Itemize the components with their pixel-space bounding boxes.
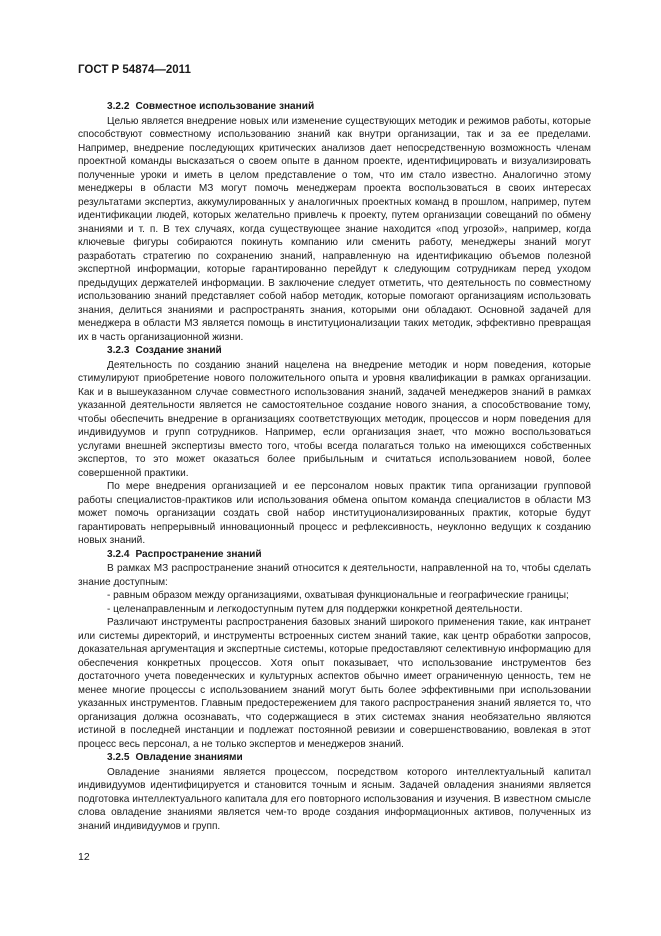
section-number: 3.2.5 <box>107 752 130 763</box>
paragraph: Деятельность по созданию знаний нацелена на внедрение методик и норм поведения, которые стимулируют приобретение нового положительного опыта и уровня квалификации в рамках организации. Как и в вышеуказанном случае совместного использования знаний, задачей менеджеров знаний в рамках указанной деятельности является не самостоятельное создание нового знания, а способствование тому, чтобы обеспечить внедрение в организациях соответствующих методик, процессов и норм поведения для индивидуумов и групп сотрудников. Например, если организация знает, что можно воспользоваться услугами внешней экспертизы вместо того, чтобы всегда полагаться только на имеющихся собственных экспертов, то это может оказаться более прибыльным и считаться использованием новой, более совершенной практики. <box>78 359 591 479</box>
list-item: - целенаправленным и легкодоступным путем для поддержки конкретной деятельности. <box>107 603 523 615</box>
document-body <box>78 100 591 833</box>
section-number: 3.2.3 <box>107 345 130 356</box>
paragraph: По мере внедрения организацией и ее персоналом новых практик типа организации групповой работы специалистов-практиков или использования обмена опытом команда специалистов в области МЗ может помочь организации создать свой набор институционализированных практик, которые будут гарантировать непрерывный инновационный процесс и рефлексивность, неуклонно ведущих к созданию новых знаний. <box>78 481 591 546</box>
paragraph: Овладение знаниями является процессом, посредством которого интеллектуальный капитал индивидуумов идентифицируется и становится точным и ясным. Задачей овладения знаниями является подготовка интеллектуального капитала для его повторного использования и изучения. В известном смысле слова овладение знаниями является чем-то вроде создания информационных активов, полученных из знаний индивидуумов и групп. <box>78 766 591 832</box>
section-title: Овладение знаниями <box>135 752 243 763</box>
paragraph: Целью является внедрение новых или изменение существующих методик и режимов работы, которые способствуют совместному использованию знаний как внутри организации, так и за ее пределами. Например, внедрение последующих критических анализов дает непосредственную возможность членам проектной команды высказаться о своем опыте в данном проекте, идентифицировать и визуализировать полученные уроки и иметь в целом представление о том, что им стало известно. Аналогично этому менеджеры в области МЗ могут помочь менеджерам проекта воспользоваться в своих интересах результатами экспертиз, аккумулированных у аналогичных проектных команд в прошлом, например, путем идентификации людей, которых желательно привлечь к проекту, путем организации совещаний по обмену знаниями и т. п. В тех случаях, когда существующее знание находится «под угрозой», например, когда ключевые фигуры собираются покинуть компанию или сменить работу, менеджеры знаний могут разработать стратегию по сохранению знаний, направленную на идентификацию объемов полезной экспертной информации, которые гарантированно перейдут к следующим сотрудникам перед уходом предыдущих держателей информации. В заключение следует отметить, что деятельность по совместному использованию знаний представляет собой набор методик, которые помогают организациям использовать знания, делиться знаниями и распространять знания, которыми они обладают. Основной задачей для менеджера в области МЗ является помощь в институционализации таких методик, эффективно превращая их в часть организационной жизни. <box>78 115 591 343</box>
section-title: Распространение знаний <box>135 548 262 560</box>
section-number: 3.2.2 <box>107 101 130 112</box>
paragraph: Различают инструменты распространения базовых знаний широкого применения такие, как интранет или системы директорий, и инструменты встроенных систем знаний такие, как центр обработки запросов, доказательная аргументация и экспертные системы, которые предоставляют селективную информацию для обеспечения конкретных процессов. Хотя опыт показывает, что использование инструментов без достаточного учета поведенческих и культурных аспектов обычно имеет ограниченную ценность, тем не менее многие процессы с использованием знаний могут быть более эффективными при использовании указанных инструментов. Главным предостережением для такого распространения знаний является то, что организация должна осознавать, что содержащиеся в этих системах знания необязательно являются истиной в последней инстанции и подлежат постоянной ревизии и совершенствованию, вовлекая в этот процесс весь персонал, а не только экспертов и менеджеров знаний. <box>78 617 591 750</box>
paragraph: В рамках МЗ распространение знаний относится к деятельности, направленной на то, чтобы сделать знание доступным: <box>78 563 591 588</box>
section-title: Создание знаний <box>135 345 222 356</box>
section-heading <box>78 344 591 358</box>
section-number: 3.2.4 <box>107 548 130 560</box>
document-header: ГОСТ Р 54874—2011 <box>78 64 191 76</box>
section-heading <box>78 100 591 114</box>
list-item: - равным образом между организациями, охватывая функциональные и географические границы; <box>107 590 569 601</box>
section-heading <box>78 548 591 562</box>
section-title: Совместное использование знаний <box>135 101 315 112</box>
section-heading <box>78 751 591 765</box>
page-number: 12 <box>78 851 90 863</box>
